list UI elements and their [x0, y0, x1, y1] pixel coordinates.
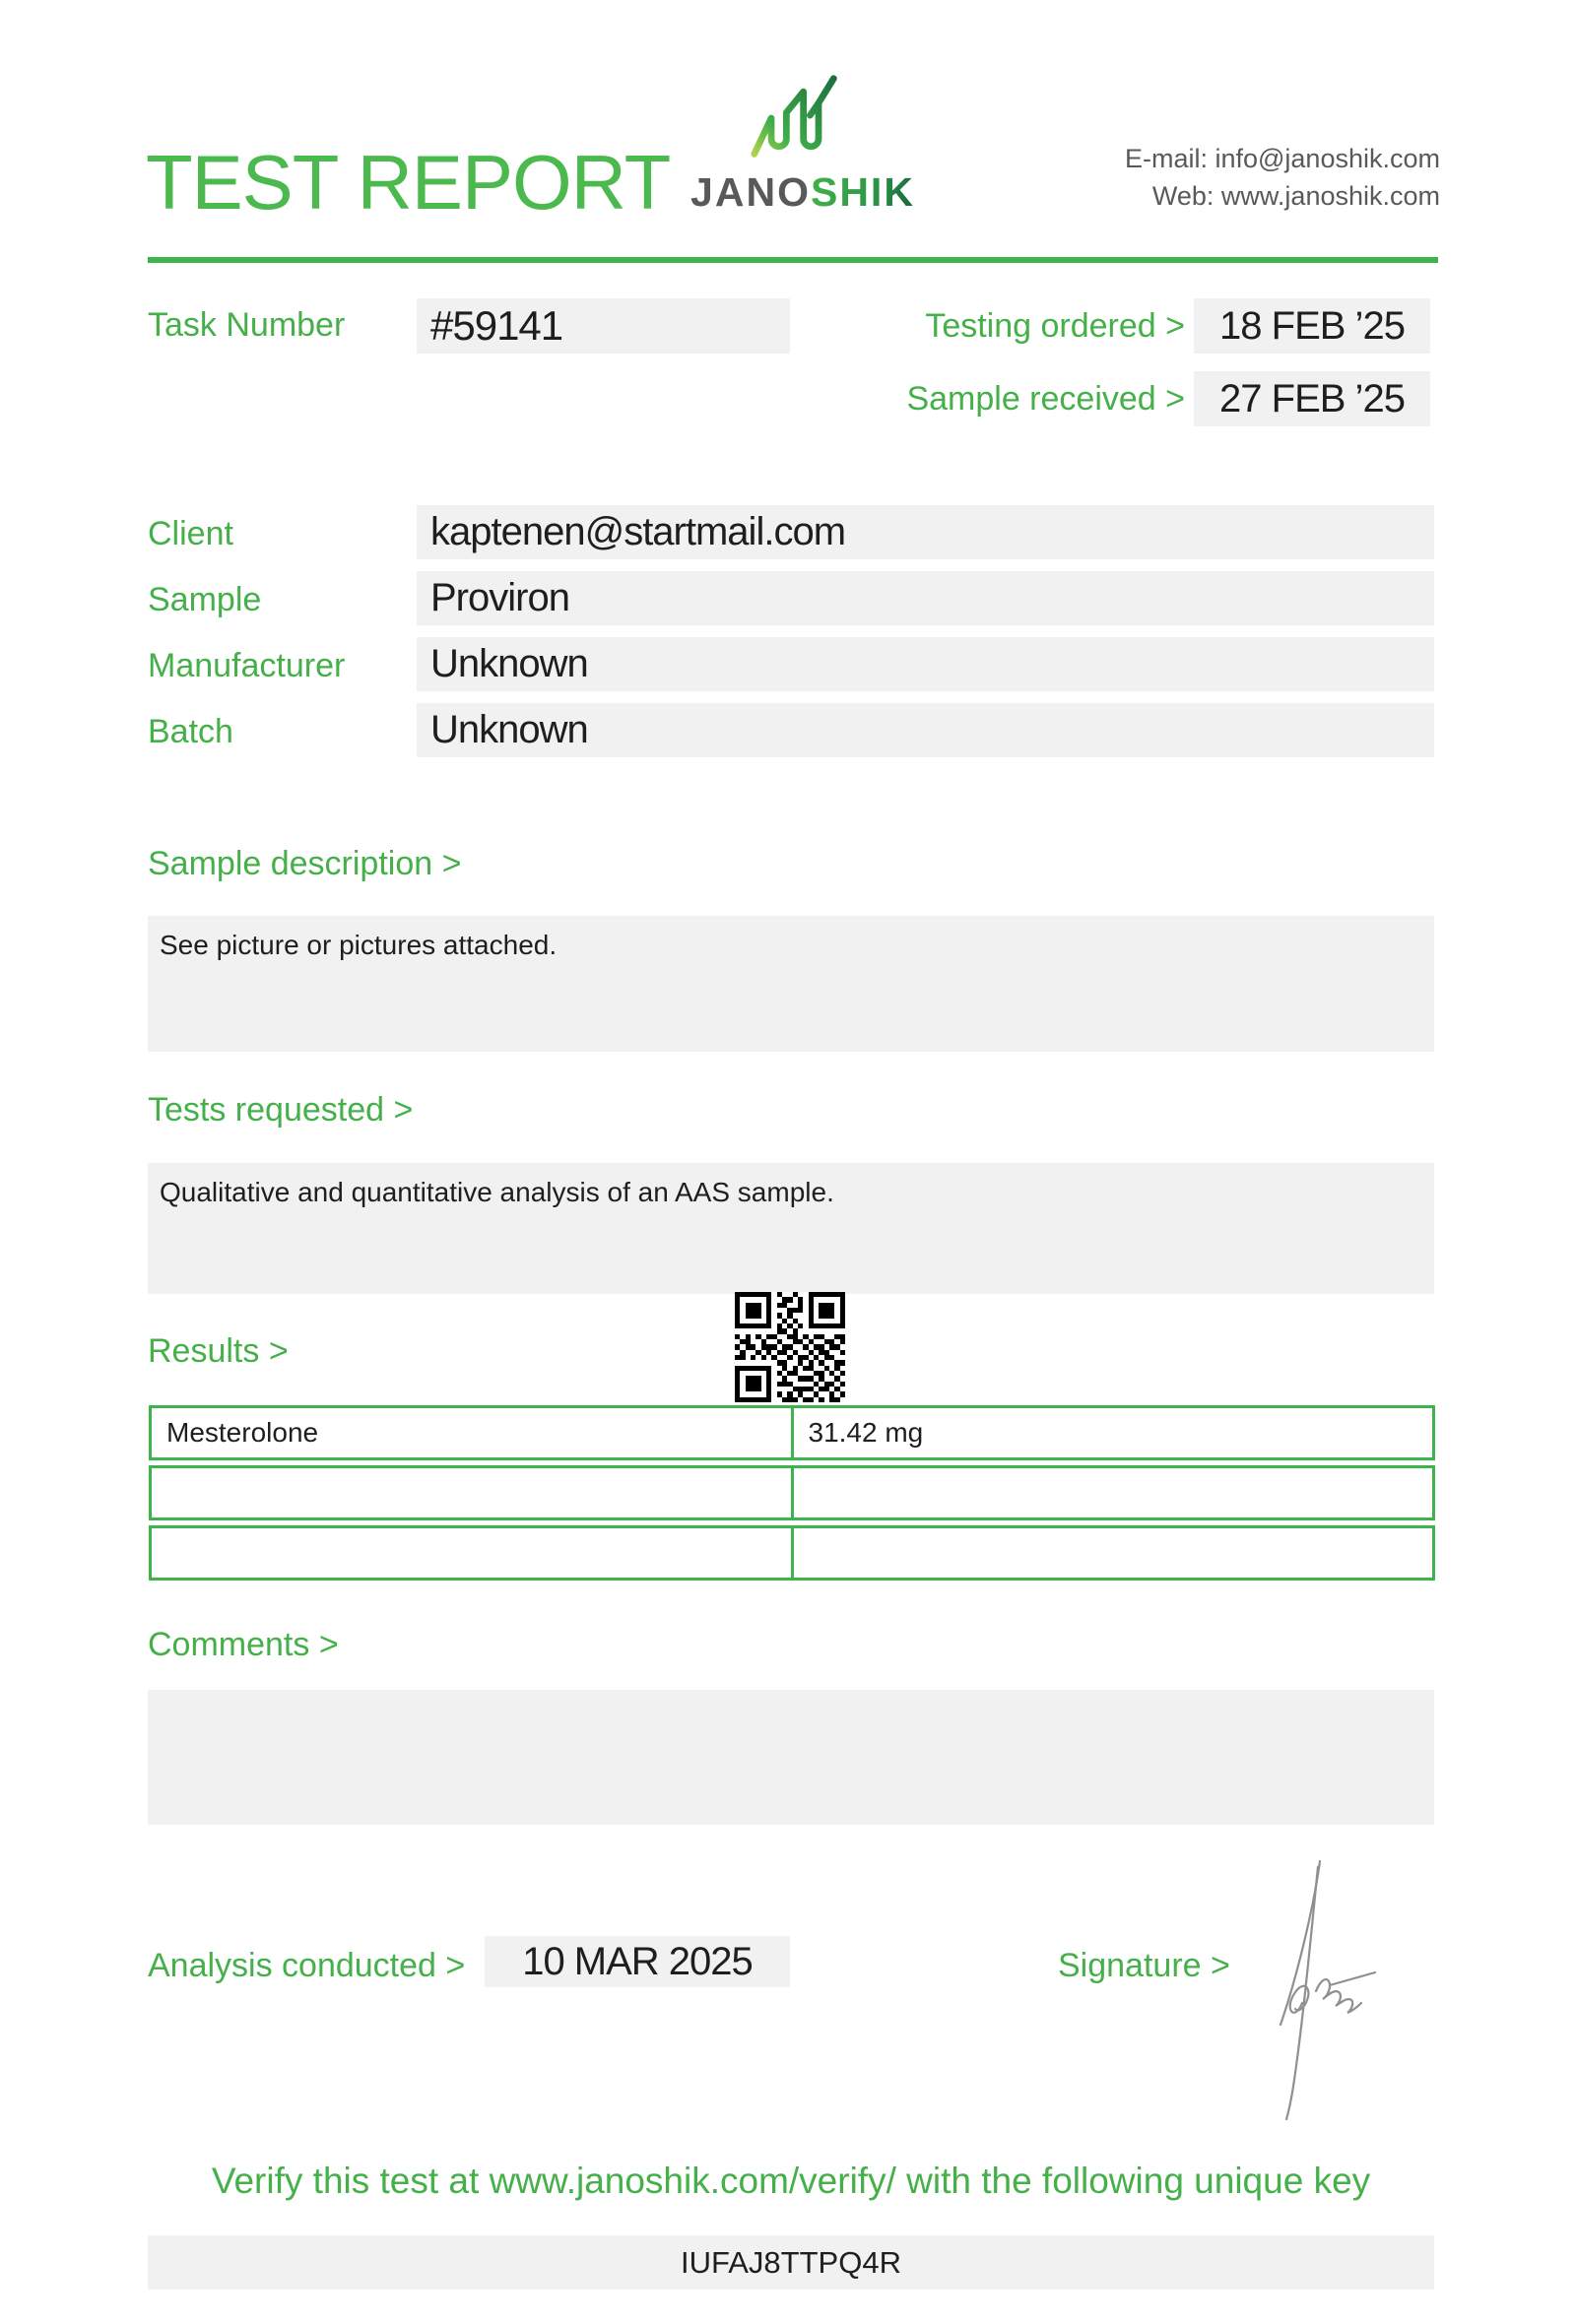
- testing-ordered-label: Testing ordered >: [925, 307, 1185, 345]
- header-divider: [148, 257, 1438, 263]
- table-row: [149, 1465, 1435, 1520]
- client-value: kaptenen@startmail.com: [417, 505, 1434, 559]
- results-heading: Results >: [148, 1332, 289, 1370]
- comments-box: [148, 1690, 1434, 1825]
- manufacturer-label: Manufacturer: [148, 647, 346, 684]
- logo-text-green: SHIK: [810, 169, 915, 215]
- contact-block: [1125, 140, 1440, 215]
- table-row: [149, 1405, 1435, 1460]
- result-amount-cell: 31.42 mg: [791, 1408, 1433, 1457]
- signature-image: [1269, 1853, 1397, 2121]
- page-title: TEST REPORT: [146, 139, 671, 226]
- rising-chart-icon: [741, 71, 849, 165]
- analysis-date-value: 10 MAR 2025: [485, 1936, 790, 1987]
- result-amount-cell: [791, 1528, 1433, 1578]
- sample-label: Sample: [148, 581, 262, 618]
- result-amount-cell: [791, 1468, 1433, 1517]
- analysis-conducted-label: Analysis conducted >: [148, 1947, 466, 1984]
- result-substance-cell: [152, 1468, 791, 1517]
- logo-text-gray: JANO: [690, 169, 811, 215]
- task-number-label: Task Number: [148, 306, 346, 344]
- comments-heading: Comments >: [148, 1626, 339, 1663]
- result-substance-cell: [152, 1528, 791, 1578]
- verify-instruction: Verify this test at www.janoshik.com/verify/ with the following unique key: [211, 2161, 1371, 2201]
- sample-description-heading: Sample description >: [148, 845, 462, 882]
- sample-received-value: 27 FEB ’25: [1194, 371, 1430, 426]
- manufacturer-value: Unknown: [417, 637, 1434, 691]
- verify-key: IUFAJ8TTPQ4R: [148, 2235, 1434, 2290]
- batch-value: Unknown: [417, 703, 1434, 757]
- client-label: Client: [148, 515, 233, 552]
- contact-email: E-mail: info@janoshik.com: [1124, 144, 1440, 173]
- tests-requested-text: Qualitative and quantitative analysis of an AAS sample.: [148, 1163, 1434, 1294]
- sample-value: Proviron: [417, 571, 1434, 625]
- batch-label: Batch: [148, 713, 233, 750]
- contact-web: Web: www.janoshik.com: [1151, 181, 1440, 211]
- tests-requested-heading: Tests requested >: [148, 1091, 414, 1129]
- logo-wordmark: [665, 169, 941, 216]
- qr-code: [735, 1292, 845, 1402]
- results-table: [149, 1405, 1435, 1581]
- task-number-value: #59141: [417, 298, 790, 354]
- result-substance-cell: Mesterolone: [166, 1417, 319, 1448]
- sample-received-label: Sample received >: [906, 380, 1185, 418]
- signature-label: Signature >: [1058, 1947, 1230, 1984]
- testing-ordered-value: 18 FEB ’25: [1194, 298, 1430, 354]
- sample-description-text: See picture or pictures attached.: [148, 916, 1434, 1052]
- table-row: [149, 1525, 1435, 1581]
